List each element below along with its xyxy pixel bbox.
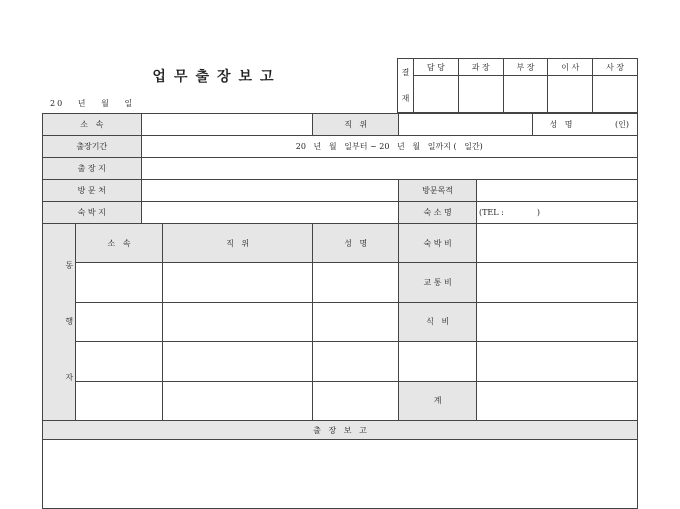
dept-label: 소 속	[43, 114, 142, 136]
lodging-place-label: 숙 박 지	[43, 202, 142, 224]
companion-dept-header: 소 속	[76, 224, 163, 263]
companion-1-name[interactable]	[313, 263, 399, 302]
lodging-name-label: 숙 소 명	[399, 202, 477, 224]
approval-sign-staff[interactable]	[414, 76, 459, 113]
form-title: 업무출장보고	[152, 69, 282, 85]
period-label: 출장기간	[43, 136, 142, 158]
companion-position-header: 직 위	[163, 224, 313, 263]
approval-col-president: 사 장	[593, 59, 638, 76]
lodging-cost-field[interactable]	[476, 224, 637, 263]
name-and-seal-cell[interactable]	[533, 114, 638, 136]
meal-cost-field[interactable]	[476, 302, 637, 341]
companion-3-dept[interactable]	[76, 342, 163, 381]
approval-table	[397, 58, 638, 113]
report-body[interactable]	[43, 440, 638, 509]
transport-cost-label: 교 통 비	[399, 263, 477, 302]
companion-2-dept[interactable]	[76, 302, 163, 341]
visit-place-label: 방 문 처	[43, 180, 142, 202]
extra-cost-field[interactable]	[476, 342, 637, 381]
position-field[interactable]	[399, 114, 533, 136]
report-header: 출 장 보 고	[43, 421, 638, 440]
companion-1-position[interactable]	[163, 263, 313, 302]
companion-label: 동 행 자	[43, 224, 76, 421]
meal-cost-label: 식 비	[399, 302, 477, 341]
period-field[interactable]: 20 년 월 일부터 ~ 20 년 월 일까지 ( 일간)	[141, 136, 637, 158]
business-trip-report-form	[42, 58, 638, 435]
visit-purpose-field[interactable]	[476, 180, 637, 202]
lodging-cost-label: 숙 박 비	[399, 224, 477, 263]
seal-mark: (인)	[615, 120, 629, 129]
destination-label: 출 장 지	[43, 158, 142, 180]
transport-cost-field[interactable]	[476, 263, 637, 302]
approval-sign-director[interactable]	[548, 76, 593, 113]
companion-1-dept[interactable]	[76, 263, 163, 302]
companion-3-name[interactable]	[313, 342, 399, 381]
total-field[interactable]	[476, 381, 637, 420]
destination-field[interactable]	[141, 158, 637, 180]
dept-field[interactable]	[141, 114, 313, 136]
position-label: 직 위	[313, 114, 399, 136]
visit-purpose-label: 방문목적	[399, 180, 477, 202]
approval-col-section-chief: 과 장	[458, 59, 503, 76]
lodging-tel-field[interactable]: (TEL : )	[476, 202, 637, 224]
approval-sign-section-chief[interactable]	[458, 76, 503, 113]
extra-cost-label[interactable]	[399, 342, 477, 381]
approval-col-director: 이 사	[548, 59, 593, 76]
companion-2-name[interactable]	[313, 302, 399, 341]
approval-col-dept-head: 부 장	[503, 59, 548, 76]
title-area	[42, 58, 392, 112]
companion-3-position[interactable]	[163, 342, 313, 381]
name-label: 성 명	[549, 120, 573, 129]
lodging-place-field[interactable]	[141, 202, 399, 224]
approval-sign-dept-head[interactable]	[503, 76, 548, 113]
approval-sign-president[interactable]	[593, 76, 638, 113]
companion-2-position[interactable]	[163, 302, 313, 341]
companion-4-position[interactable]	[163, 381, 313, 420]
visit-place-field[interactable]	[141, 180, 399, 202]
approval-side-label: 결 재	[398, 59, 414, 113]
date-line: 20 년 월 일	[50, 99, 135, 108]
companion-4-dept[interactable]	[76, 381, 163, 420]
trip-info-table	[42, 113, 638, 509]
companion-4-name[interactable]	[313, 381, 399, 420]
total-label: 계	[399, 381, 477, 420]
approval-col-staff: 담 당	[414, 59, 459, 76]
companion-name-header: 성 명	[313, 224, 399, 263]
